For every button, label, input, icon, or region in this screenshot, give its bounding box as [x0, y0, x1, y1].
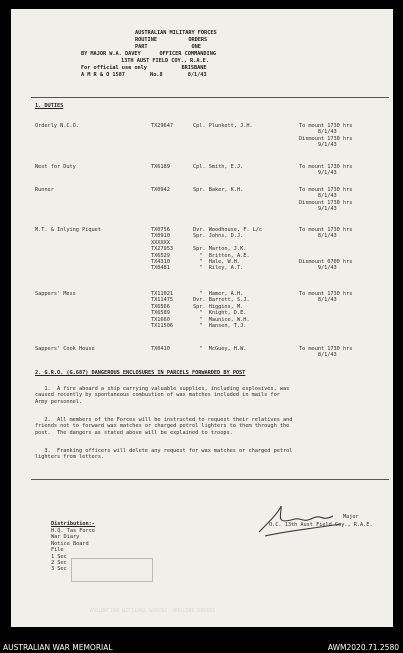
header-line-4: BY MAJOR W.A. DAVEY OFFICER COMMANDING	[81, 51, 216, 57]
duty-numbers: TX0410	[151, 346, 170, 352]
duty-times: To mount 1730 hrs 8/1/43	[299, 291, 353, 304]
paragraph-3: 3. Franking officers will delete any request for wax matches or charged petrol lighters from letters.	[35, 448, 293, 461]
duty-times: To mount 1730 hrs 8/1/43 Dismount 1730 hrs 9/1/43	[299, 123, 353, 149]
signature-title: O.C. 13th Aust Field Coy., R.A.E.	[269, 522, 373, 528]
duty-numbers: TX6189	[151, 164, 170, 170]
duty-label: Sappers' Mess	[35, 291, 76, 297]
section-title-gro: 2. G.R.O. (G.687) DANGEROUS ENCLOSURES IN PARCELS FORWARDED BY POST	[35, 370, 246, 376]
duty-names: Spr. Baker, K.H.	[193, 187, 244, 193]
duty-label: Sappers' Cook House	[35, 346, 95, 352]
footer-credit: AUSTRALIAN WAR MEMORIAL	[3, 643, 113, 652]
duty-times: To mount 1730 hrs 8/1/43 Dismount 1730 hrs 9/1/43	[299, 187, 353, 213]
duty-times: To mount 1730 hrs 8/1/43	[299, 346, 353, 359]
duty-names: " Hamer, A.H. Dvr. Barrett, S.J. Spr. Higgins, M. " Knight, D.E. " Maunice, W.H. " Hansen, T.J.	[193, 291, 250, 330]
duty-times: To mount 1730 hrs 9/1/43	[299, 164, 353, 177]
duty-label: Orderly N.C.O.	[35, 123, 79, 129]
signature-rank: Major	[343, 514, 359, 520]
duty-numbers: TX0756 TX0910 XXXXXX TX27953 TX6529 TX4310 TX0481	[151, 227, 173, 272]
duty-names: " McGuey, H.W.	[193, 346, 247, 352]
header-line-5: 13TH AUST FIELD COY., R.A.E.	[121, 58, 209, 64]
section-title-duties: 1. DUTIES	[35, 103, 64, 109]
footer-accession: AWM2020.71.2580	[327, 643, 399, 652]
duty-numbers: TX11021 TX11475 TX6566 TX6589 TX1660 TX11506	[151, 291, 173, 330]
distribution-box	[71, 558, 153, 582]
duty-numbers: TX0942	[151, 187, 170, 193]
duty-names: Cpl. Smith, E.J.	[193, 164, 244, 170]
duty-names: Cpl. Plunkett, J.H.	[193, 123, 253, 129]
document-page	[11, 9, 393, 627]
duty-label: Runner	[35, 187, 54, 193]
header-line-6: For official use only BRISBANE	[81, 65, 207, 71]
bleed-through-text: AUSTRALIAN MILITARY FORCES ROUTINE ORDERS	[89, 606, 216, 612]
distribution-title: Distribution:-	[51, 521, 95, 527]
duty-names: Dvr. Woodhouse, F. L/c Spr. Johns, D.J. Spr. Marton, J.K. " Britten, A.E. " Hale, W.H. " Riley, A.T.	[193, 227, 263, 272]
divider	[31, 97, 389, 98]
header-line-3: PART ONE	[135, 44, 201, 50]
paragraph-2: 2. All members of the Forces will be instructed to request their relatives and friends not to forward wax matches or charged petrol lighters to them through the post. The dangers as stated above will be explained to troops.	[35, 417, 293, 436]
duty-numbers: TX29647	[151, 123, 173, 129]
duty-label: M.T. & Inlying Piquet	[35, 227, 101, 233]
duty-label: Next for Duty	[35, 164, 76, 170]
header-line-7: A M R & O 1587 No.8 8/1/43	[81, 72, 207, 78]
header-line-2: ROUTINE ORDERS	[135, 37, 208, 43]
distribution-list: H.Q. Tas Force War Diary Notice Board File 1 Sec 2 Sec 3 Sec	[51, 528, 95, 573]
header-line-1: AUSTRALIAN MILITARY FORCES	[135, 30, 217, 36]
duty-times: To mount 1730 hrs 8/1/43 Dismount 0700 hrs 9/1/43	[299, 227, 353, 272]
paragraph-1: 1. A fire aboard a ship carrying valuable supplies, including explosives, was caused recently by spontaneous combustion of wax matches included in mails for Army personnel.	[35, 386, 290, 405]
divider	[31, 479, 389, 480]
